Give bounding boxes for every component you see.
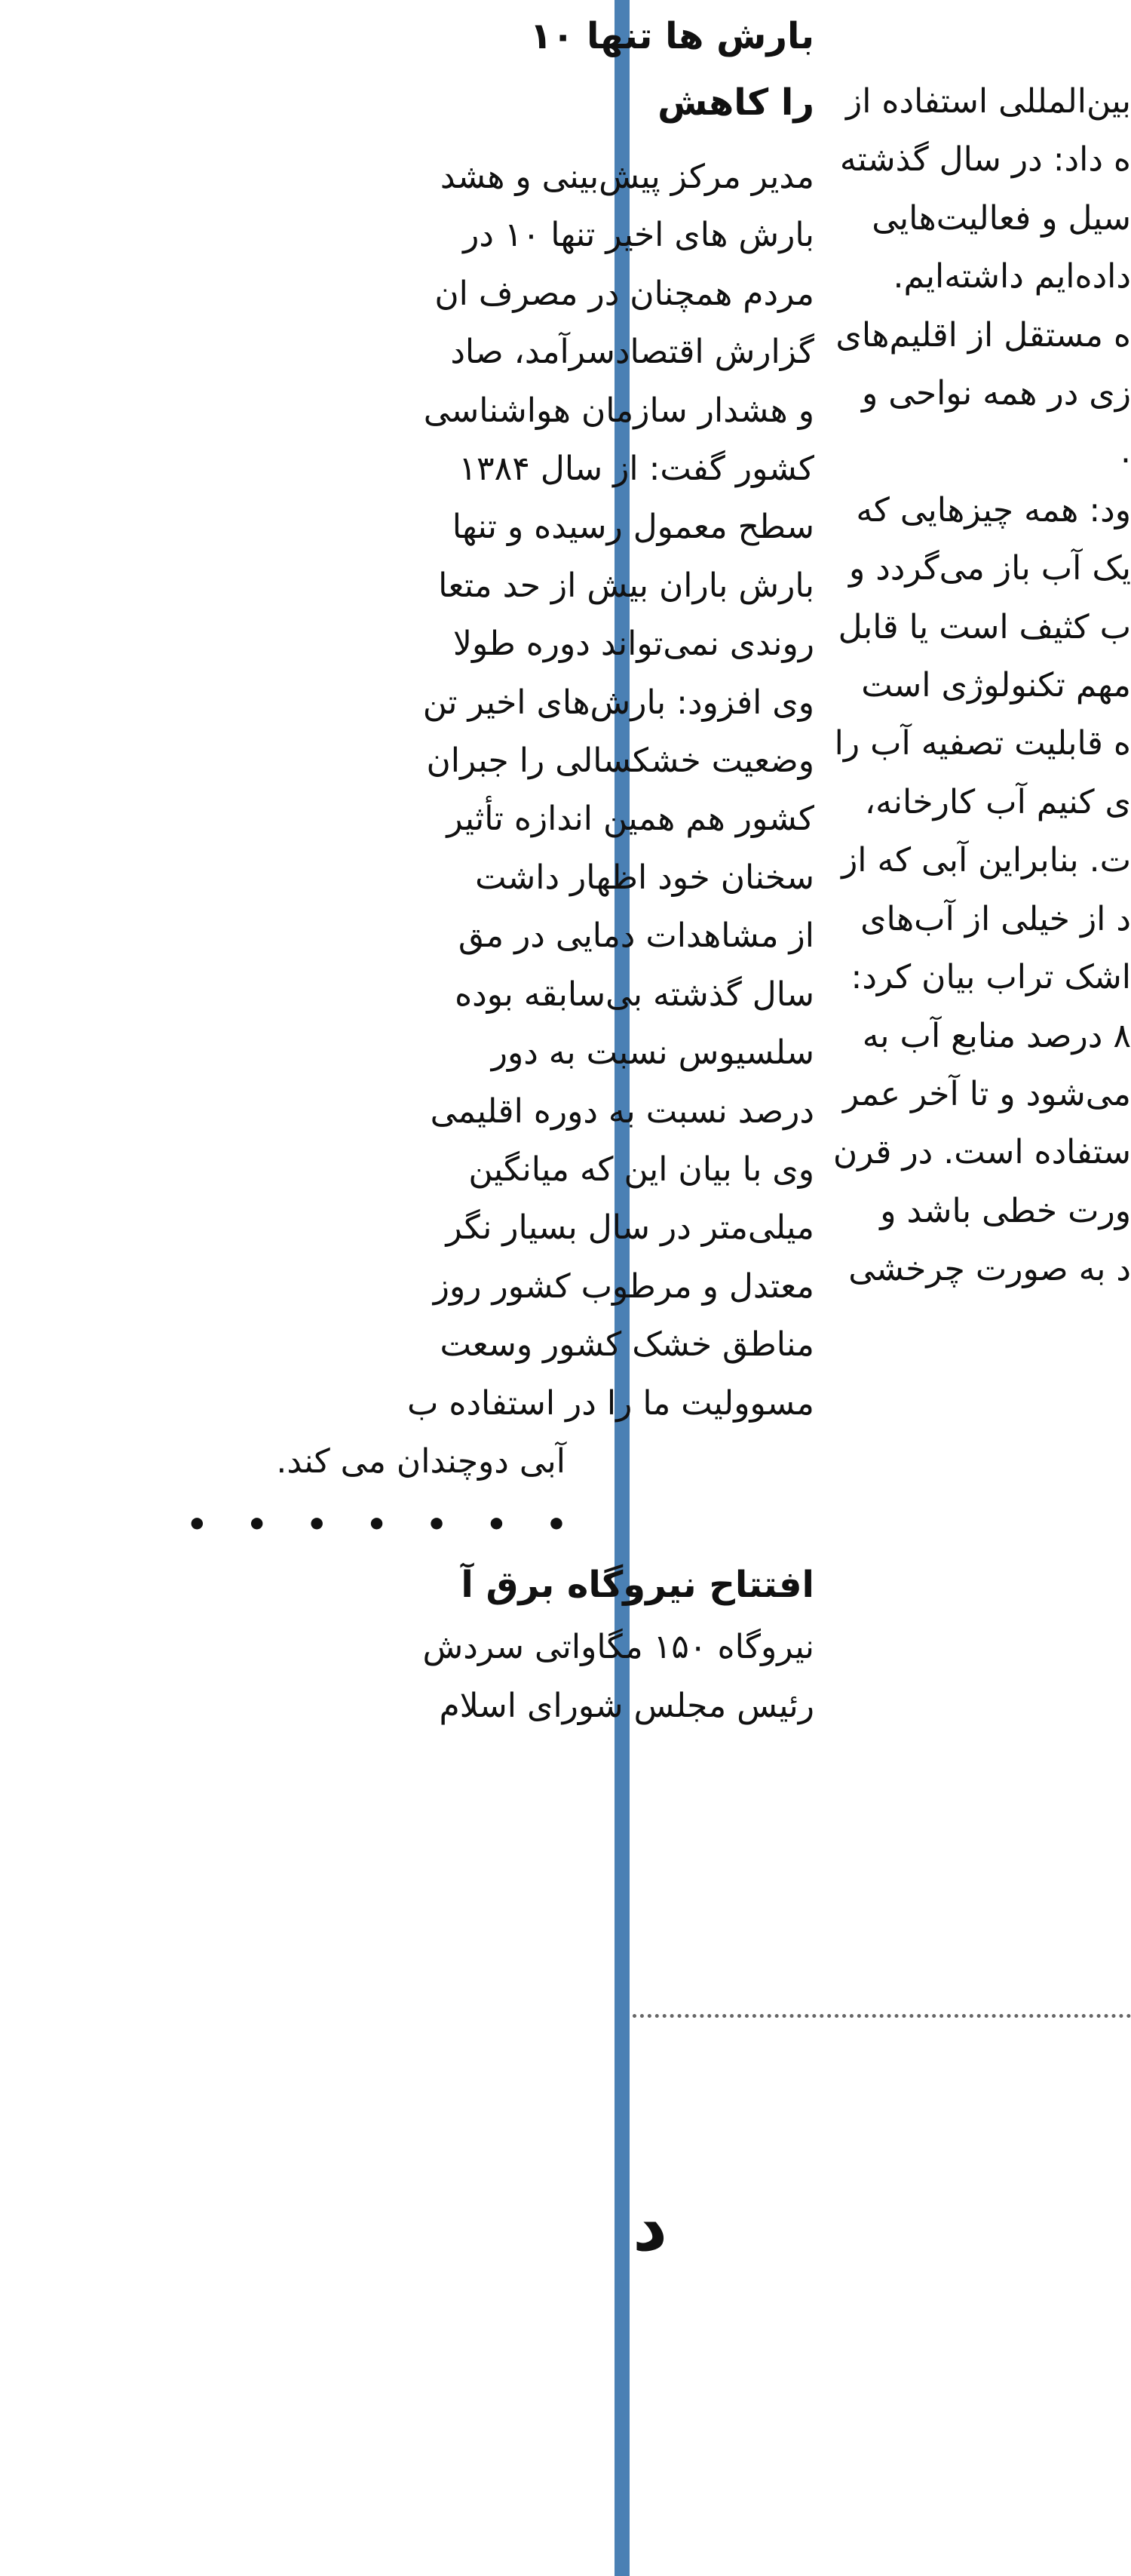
headline-line-2: را کاهش (657, 81, 814, 124)
body-line: آبی دوچندان می کند. (276, 1442, 566, 1481)
body-line: ورت خطی باشد و (880, 1191, 1131, 1230)
body-line: بارش های اخیر تنها ۱۰ در (463, 216, 814, 255)
body-line: وی افزود: بارش‌های اخیر تن (422, 683, 814, 722)
body-line: ی کنیم آب کارخانه، (864, 782, 1131, 821)
body-line: مسوولیت ما را در استفاده ب (406, 1383, 814, 1423)
body-line: ود: همه چیزهایی که (856, 490, 1131, 530)
body-line: روندی نمی‌تواند دوره طولا (452, 625, 814, 664)
right-column-content (633, 72, 1131, 1299)
body-line: مهم تکنولوژی است (861, 666, 1131, 705)
body-line: وضعیت خشکسالی را جبران (426, 741, 814, 781)
body-line: مناطق خشک کشور وسعت (440, 1325, 814, 1365)
headline-3: افتتاح نیروگاه برق آ (461, 1564, 814, 1607)
body-line: بارش باران بیش از حد متعا (438, 566, 814, 605)
body-line: ه قابلیت تصفیه آب را (834, 724, 1131, 763)
body-line: سیل و فعالیت‌هایی (872, 198, 1131, 238)
body-line: ت. بنابراین آبی که از (841, 841, 1131, 880)
body-line: ه داد: در سال گذشته (839, 140, 1131, 180)
body-line: مدیر مرکز پیش‌بینی و هشد (440, 158, 814, 196)
body-line: سلسیوس نسبت به دور (491, 1033, 814, 1073)
body-line: کشور هم همین اندازه تأثیر (446, 800, 814, 839)
body-line: وی با بیان این که میانگین (468, 1150, 814, 1189)
separator-dots: • • • • • • • (186, 1506, 581, 1545)
body-line: سال گذشته بی‌سابقه بوده (455, 975, 814, 1014)
body-line: اشک تراب بیان کرد: (851, 958, 1131, 997)
dotted-separator (633, 2014, 1131, 2018)
body-line: نیروگاه ۱۵۰ مگاواتی سردش (422, 1628, 814, 1667)
body-line: بین‌المللی استفاده از (845, 82, 1131, 121)
body-line: ب کثیف است یا قابل (838, 607, 1131, 646)
body-line: کشور گفت: از سال ۱۳۸۴ (458, 450, 814, 489)
right-column (633, 0, 1131, 2576)
body-line: ستفاده است. در قرن (832, 1133, 1131, 1172)
body-line: میلی‌متر در سال بسیار نگر (446, 1208, 814, 1248)
body-line: گزارش اقتصادسرآمد، صاد (450, 333, 814, 372)
body-line: مردم همچنان در مصرف ان (434, 274, 814, 313)
body-line: یک آب باز می‌گردد و (848, 549, 1131, 588)
body-line: می‌شود و تا آخر عمر (843, 1074, 1131, 1113)
body-line: سطح معمول رسیده و تنها (452, 508, 814, 547)
bottom-headline-fragment: د (633, 2188, 668, 2267)
body-line: داده‌ایم داشته‌ایم. (893, 257, 1131, 296)
body-line: زی در همه نواحی و (861, 374, 1131, 413)
body-line: از مشاهدات دمایی در مق (458, 916, 814, 956)
body-line: ه مستقل از اقلیم‌های (835, 315, 1131, 355)
body-line: . (1120, 432, 1131, 471)
body-line: درصد نسبت به دوره اقلیمی (430, 1091, 814, 1131)
body-line: و هشدار سازمان هواشناسی (423, 391, 814, 430)
body-line: رئیس مجلس شورای اسلام (439, 1686, 814, 1725)
body-line: معتدل و مرطوب کشور روز (433, 1267, 814, 1306)
body-line: ۸ درصد منابع آب به (862, 1016, 1131, 1055)
headline-line-1: بارش ها تنها ۱۰ (529, 15, 814, 57)
body-line: د به صورت چرخشی (848, 1250, 1131, 1289)
body-line: سخنان خود اظهار داشت (475, 858, 814, 897)
body-line: د از خیلی از آب‌های (860, 899, 1131, 938)
